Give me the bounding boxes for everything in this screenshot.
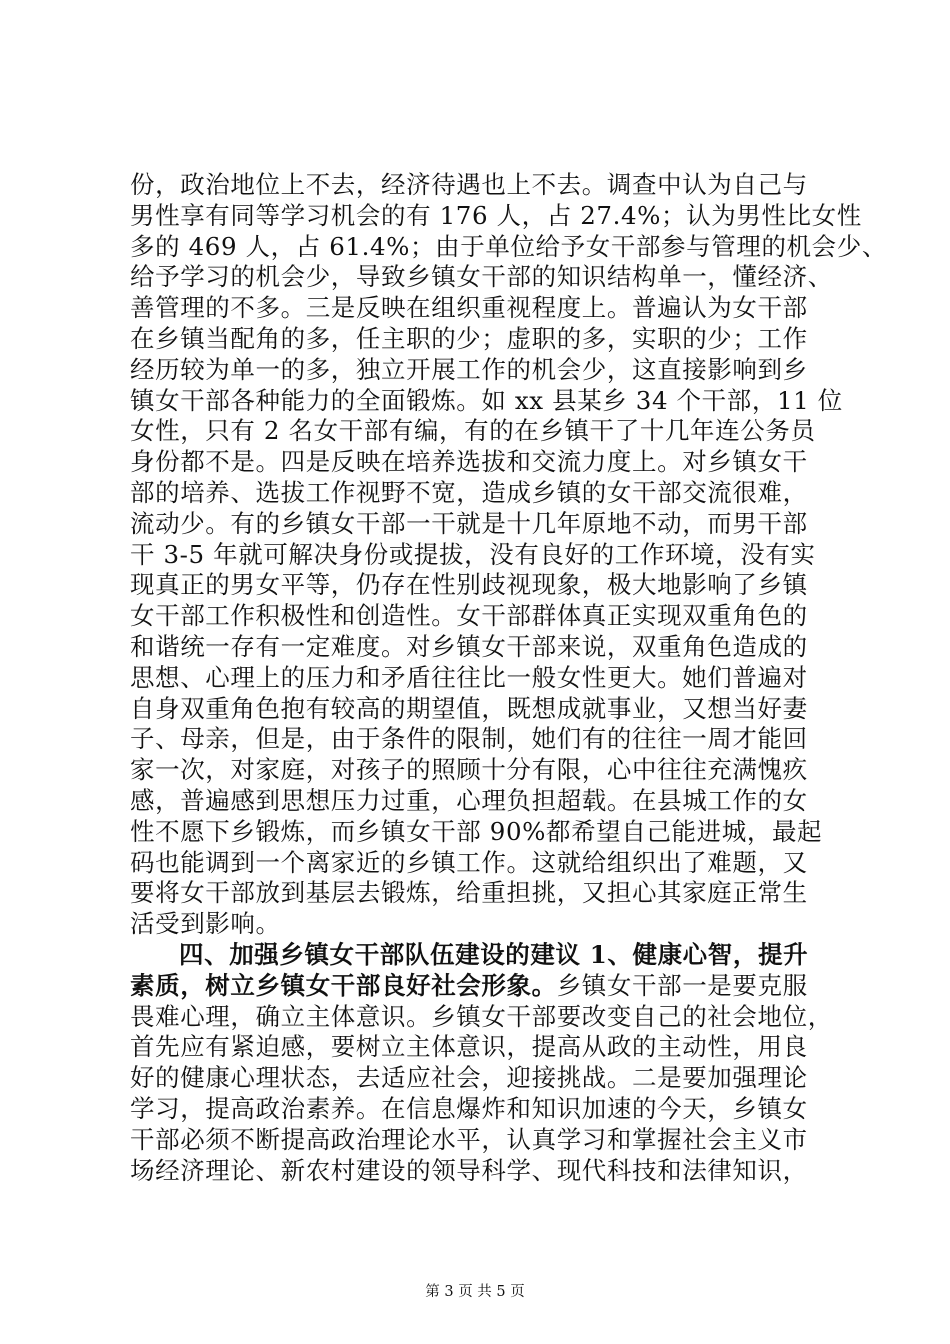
text-line: 现真正的男女平等，仍存在性别歧视现象，极大地影响了乡镇 xyxy=(130,570,808,600)
text-line: 经历较为单一的多，独立开展工作的机会少，这直接影响到乡 xyxy=(130,354,808,384)
text-line: 码也能调到一个离家近的乡镇工作。这就给组织出了难题，又 xyxy=(130,847,808,877)
text-line: 感，普遍感到思想压力过重，心理负担超载。在县城工作的女 xyxy=(130,785,808,815)
text-line: 给予学习的机会少，导致乡镇女干部的知识结构单一，懂经济、 xyxy=(130,262,833,292)
text-line: 和谐统一存有一定难度。对乡镇女干部来说，双重角色造成的 xyxy=(130,631,808,661)
text-line: 家一次，对家庭，对孩子的照顾十分有限，心中往往充满愧疚 xyxy=(130,755,808,785)
text-line: 好的健康心理状态，去适应社会，迎接挑战。二是要加强理论 xyxy=(130,1063,808,1093)
section-heading: 四、加强乡镇女干部队伍建设的建议 1、健康心智，提升 xyxy=(179,939,809,969)
text-line: 善管理的不多。三是反映在组织重视程度上。普遍认为女干部 xyxy=(130,293,808,323)
text-line: 男性享有同等学习机会的有 176 人，占 27.4%；认为男性比女性 xyxy=(130,200,862,230)
text-line: 女干部工作积极性和创造性。女干部群体真正实现双重角色的 xyxy=(130,601,808,631)
text-line: 自身双重角色抱有较高的期望值，既想成就事业，又想当好妻 xyxy=(130,693,808,723)
section-heading-line xyxy=(130,940,830,971)
text-line: 在乡镇当配角的多，任主职的少；虚职的多，实职的少；工作 xyxy=(130,323,808,353)
text-line: 女性，只有 2 名女干部有编，有的在乡镇干了十几年连公务员 xyxy=(130,416,816,446)
page-footer: 第 3 页 共 5 页 xyxy=(425,1284,525,1300)
text-line: 子、母亲，但是，由于条件的限制，她们有的往往一周才能回 xyxy=(130,724,808,754)
text-line: 镇女干部各种能力的全面锻炼。如 xx 县某乡 34 个干部，11 位 xyxy=(130,385,843,415)
text-line: 要将女干部放到基层去锻炼，给重担挑，又担心其家庭正常生 xyxy=(130,878,808,908)
paragraph-1 xyxy=(130,170,887,940)
text-line xyxy=(130,971,830,1002)
text-line: 畏难心理，确立主体意识。乡镇女干部要改变自己的社会地位， xyxy=(130,1001,833,1031)
text-run: 乡镇女干部一是要克服 xyxy=(556,970,808,1000)
text-line: 学习，提高政治素养。在信息爆炸和知识加速的今天，乡镇女 xyxy=(130,1093,808,1123)
text-line: 干 3-5 年就可解决身份或提拔，没有良好的工作环境，没有实 xyxy=(130,539,816,569)
document-body xyxy=(130,170,887,1186)
paragraph-2 xyxy=(130,939,833,1186)
text-line: 性不愿下乡锻炼，而乡镇女干部 90%都希望自己能进城，最起 xyxy=(130,816,823,846)
text-line: 活受到影响。 xyxy=(130,909,281,939)
text-line: 份，政治地位上不去，经济待遇也上不去。调查中认为自己与 xyxy=(130,170,808,199)
text-line: 流动少。有的乡镇女干部一干就是十几年原地不动，而男干部 xyxy=(130,508,808,538)
text-line: 思想、心理上的压力和矛盾往往比一般女性更大。她们普遍对 xyxy=(130,662,808,692)
text-line: 身份都不是。四是反映在培养选拔和交流力度上。对乡镇女干 xyxy=(130,447,808,477)
text-line: 多的 469 人，占 61.4%；由于单位给予女干部参与管理的机会少、 xyxy=(130,231,887,261)
text-line: 场经济理论、新农村建设的领导科学、现代科技和法律知识， xyxy=(130,1155,808,1185)
text-line: 干部必须不断提高政治理论水平，认真学习和掌握社会主义市 xyxy=(130,1124,808,1154)
text-line: 首先应有紧迫感，要树立主体意识，提高从政的主动性，用良 xyxy=(130,1032,808,1062)
text-line: 部的培养、选拔工作视野不宽，造成乡镇的女干部交流很难， xyxy=(130,477,808,507)
section-heading-continued: 素质，树立乡镇女干部良好社会形象。 xyxy=(130,970,557,1000)
